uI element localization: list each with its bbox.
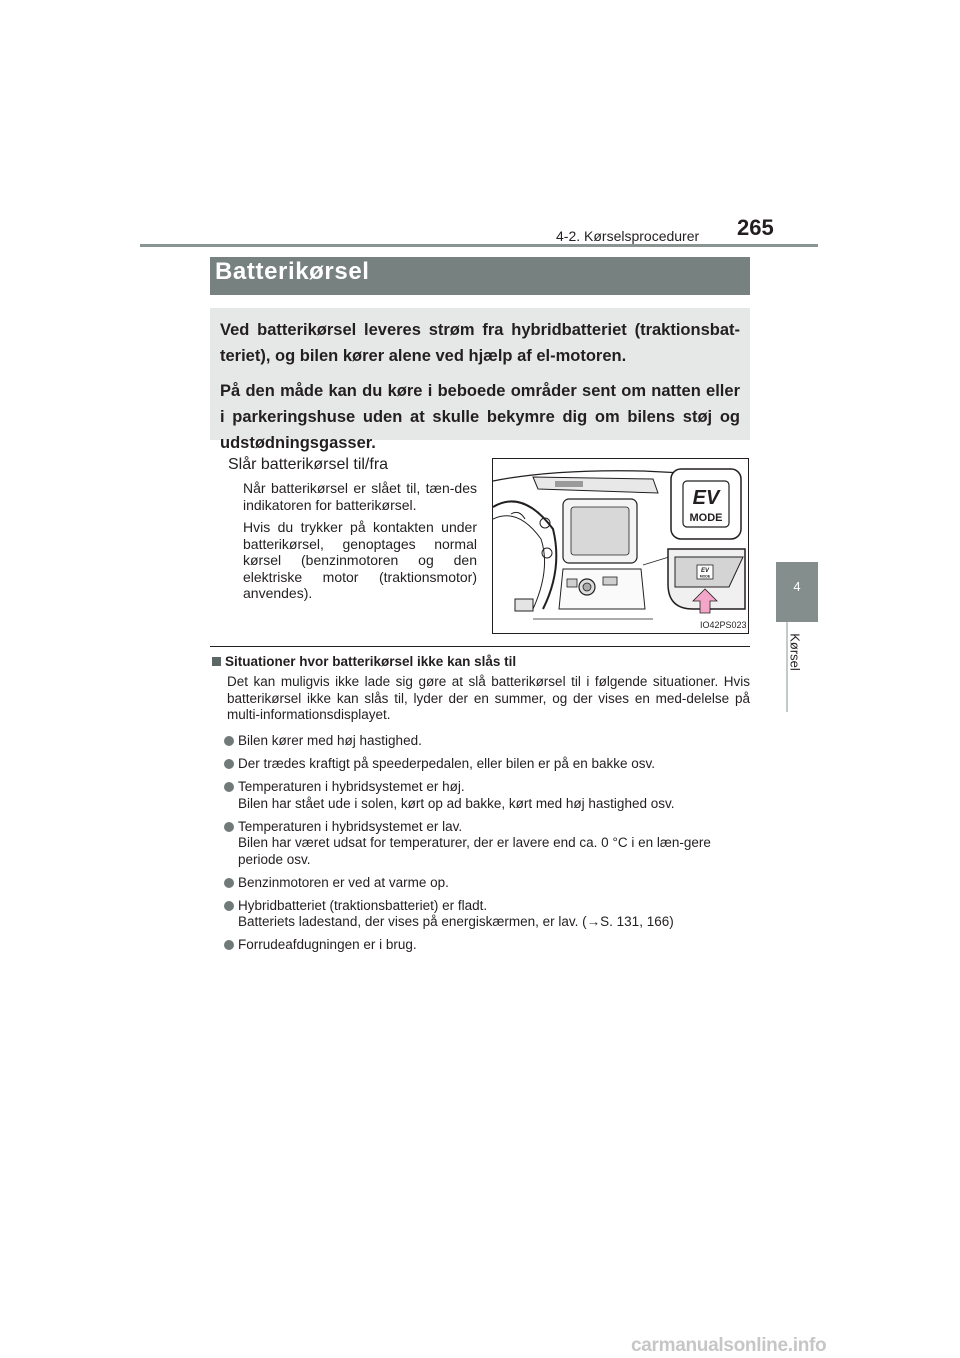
list-item-text: Temperaturen i hybridsystemet er høj.	[238, 779, 465, 794]
step-paragraph: Når batterikørsel er slået til, tæn-des indikatoren for batterikørsel.	[243, 480, 477, 513]
step-title: Slår batterikørsel til/fra	[228, 456, 389, 473]
list-item-text: Der trædes kraftigt på speederpedalen, eller bilen er på en bakke osv.	[238, 756, 655, 771]
ev-label: EV	[692, 487, 720, 509]
list-item-text: Benzinmotoren er ved at varme op.	[238, 874, 449, 890]
condition-list	[222, 733, 752, 960]
watermark: carmanualsonline.info	[631, 1335, 827, 1356]
list-item-detail: Bilen har stået ude i solen, kørt op ad bakke, kørt med høj hastighed osv.	[238, 795, 675, 811]
list-item	[222, 779, 752, 812]
bullet-icon	[224, 878, 234, 888]
list-item	[222, 756, 752, 773]
section-label: 4-2. Kørselsprocedurer	[556, 228, 700, 244]
figure-code: IO42PS023	[700, 620, 747, 630]
page-number: 265	[737, 215, 774, 240]
list-item	[222, 733, 752, 750]
note-heading-text: Situationer hvor batterikørsel ikke kan slås til	[225, 654, 517, 669]
list-item-detail: Batteriets ladestand, der vises på energiskærmen, er lav. (→S. 131, 166)	[238, 914, 674, 929]
dashboard-illustration	[492, 458, 749, 634]
page-title: Batterikørsel	[215, 258, 370, 285]
section-divider	[210, 646, 750, 647]
list-item	[222, 875, 752, 892]
bullet-icon	[224, 782, 234, 792]
list-item-text: Bilen kører med høj hastighed.	[238, 733, 422, 748]
square-bullet-icon	[212, 657, 221, 666]
intro-paragraph: På den måde kan du køre i beboede områder sent om natten eller i parkeringshuse uden at skulle bekymre dig om bilens støj og udstødningsgasser.	[220, 382, 740, 452]
mode-label-small: MODE	[699, 574, 711, 579]
list-item	[222, 937, 752, 954]
list-item-text: Temperaturen i hybridsystemet er lav.	[238, 818, 463, 834]
intro-box	[210, 308, 750, 452]
mode-label: MODE	[689, 512, 723, 524]
list-item-text: Hybridbatteriet (traktionsbatteriet) er fladt.	[238, 897, 488, 913]
note-body: Det kan muligvis ikke lade sig gøre at slå batterikørsel til i følgende situationer. Hvis batterikørsel ikke kan slås til, lyder der en summer, og der vises en med-delelse på multi-informationsdisplayet.	[227, 674, 750, 722]
list-item-detail: Bilen har været udsat for temperaturer, der er lavere end ca. 0 °C i en læn-gere periode osv.	[238, 835, 711, 867]
ev-label-small: EV	[700, 568, 710, 574]
bullet-icon	[224, 759, 234, 769]
bullet-icon	[224, 901, 234, 911]
bullet-icon	[224, 940, 234, 950]
note-heading	[212, 654, 516, 669]
bullet-icon	[224, 736, 234, 746]
chapter-label-text: Kørsel	[787, 633, 803, 671]
bullet-icon	[224, 822, 234, 832]
dashboard-drawing	[493, 459, 749, 634]
chapter-number: 4	[793, 579, 801, 594]
step-paragraph: Hvis du trykker på kontakten under batterikørsel, genoptages normal kørsel (benzinmotoren og den elektriske motor (traktionsmotor) anvendes).	[243, 519, 477, 601]
chapter-label	[775, 622, 815, 682]
list-item-text: Forrudeafdugningen er i brug.	[238, 937, 417, 952]
intro-paragraph: Ved batterikørsel leveres strøm fra hybridbatteriet (traktionsbat-teriet), og bilen kører alene ved hjælp af el-motoren.	[220, 321, 740, 365]
list-item	[222, 819, 752, 869]
header-divider	[140, 244, 818, 247]
step-body	[243, 480, 477, 608]
list-item	[222, 898, 752, 931]
